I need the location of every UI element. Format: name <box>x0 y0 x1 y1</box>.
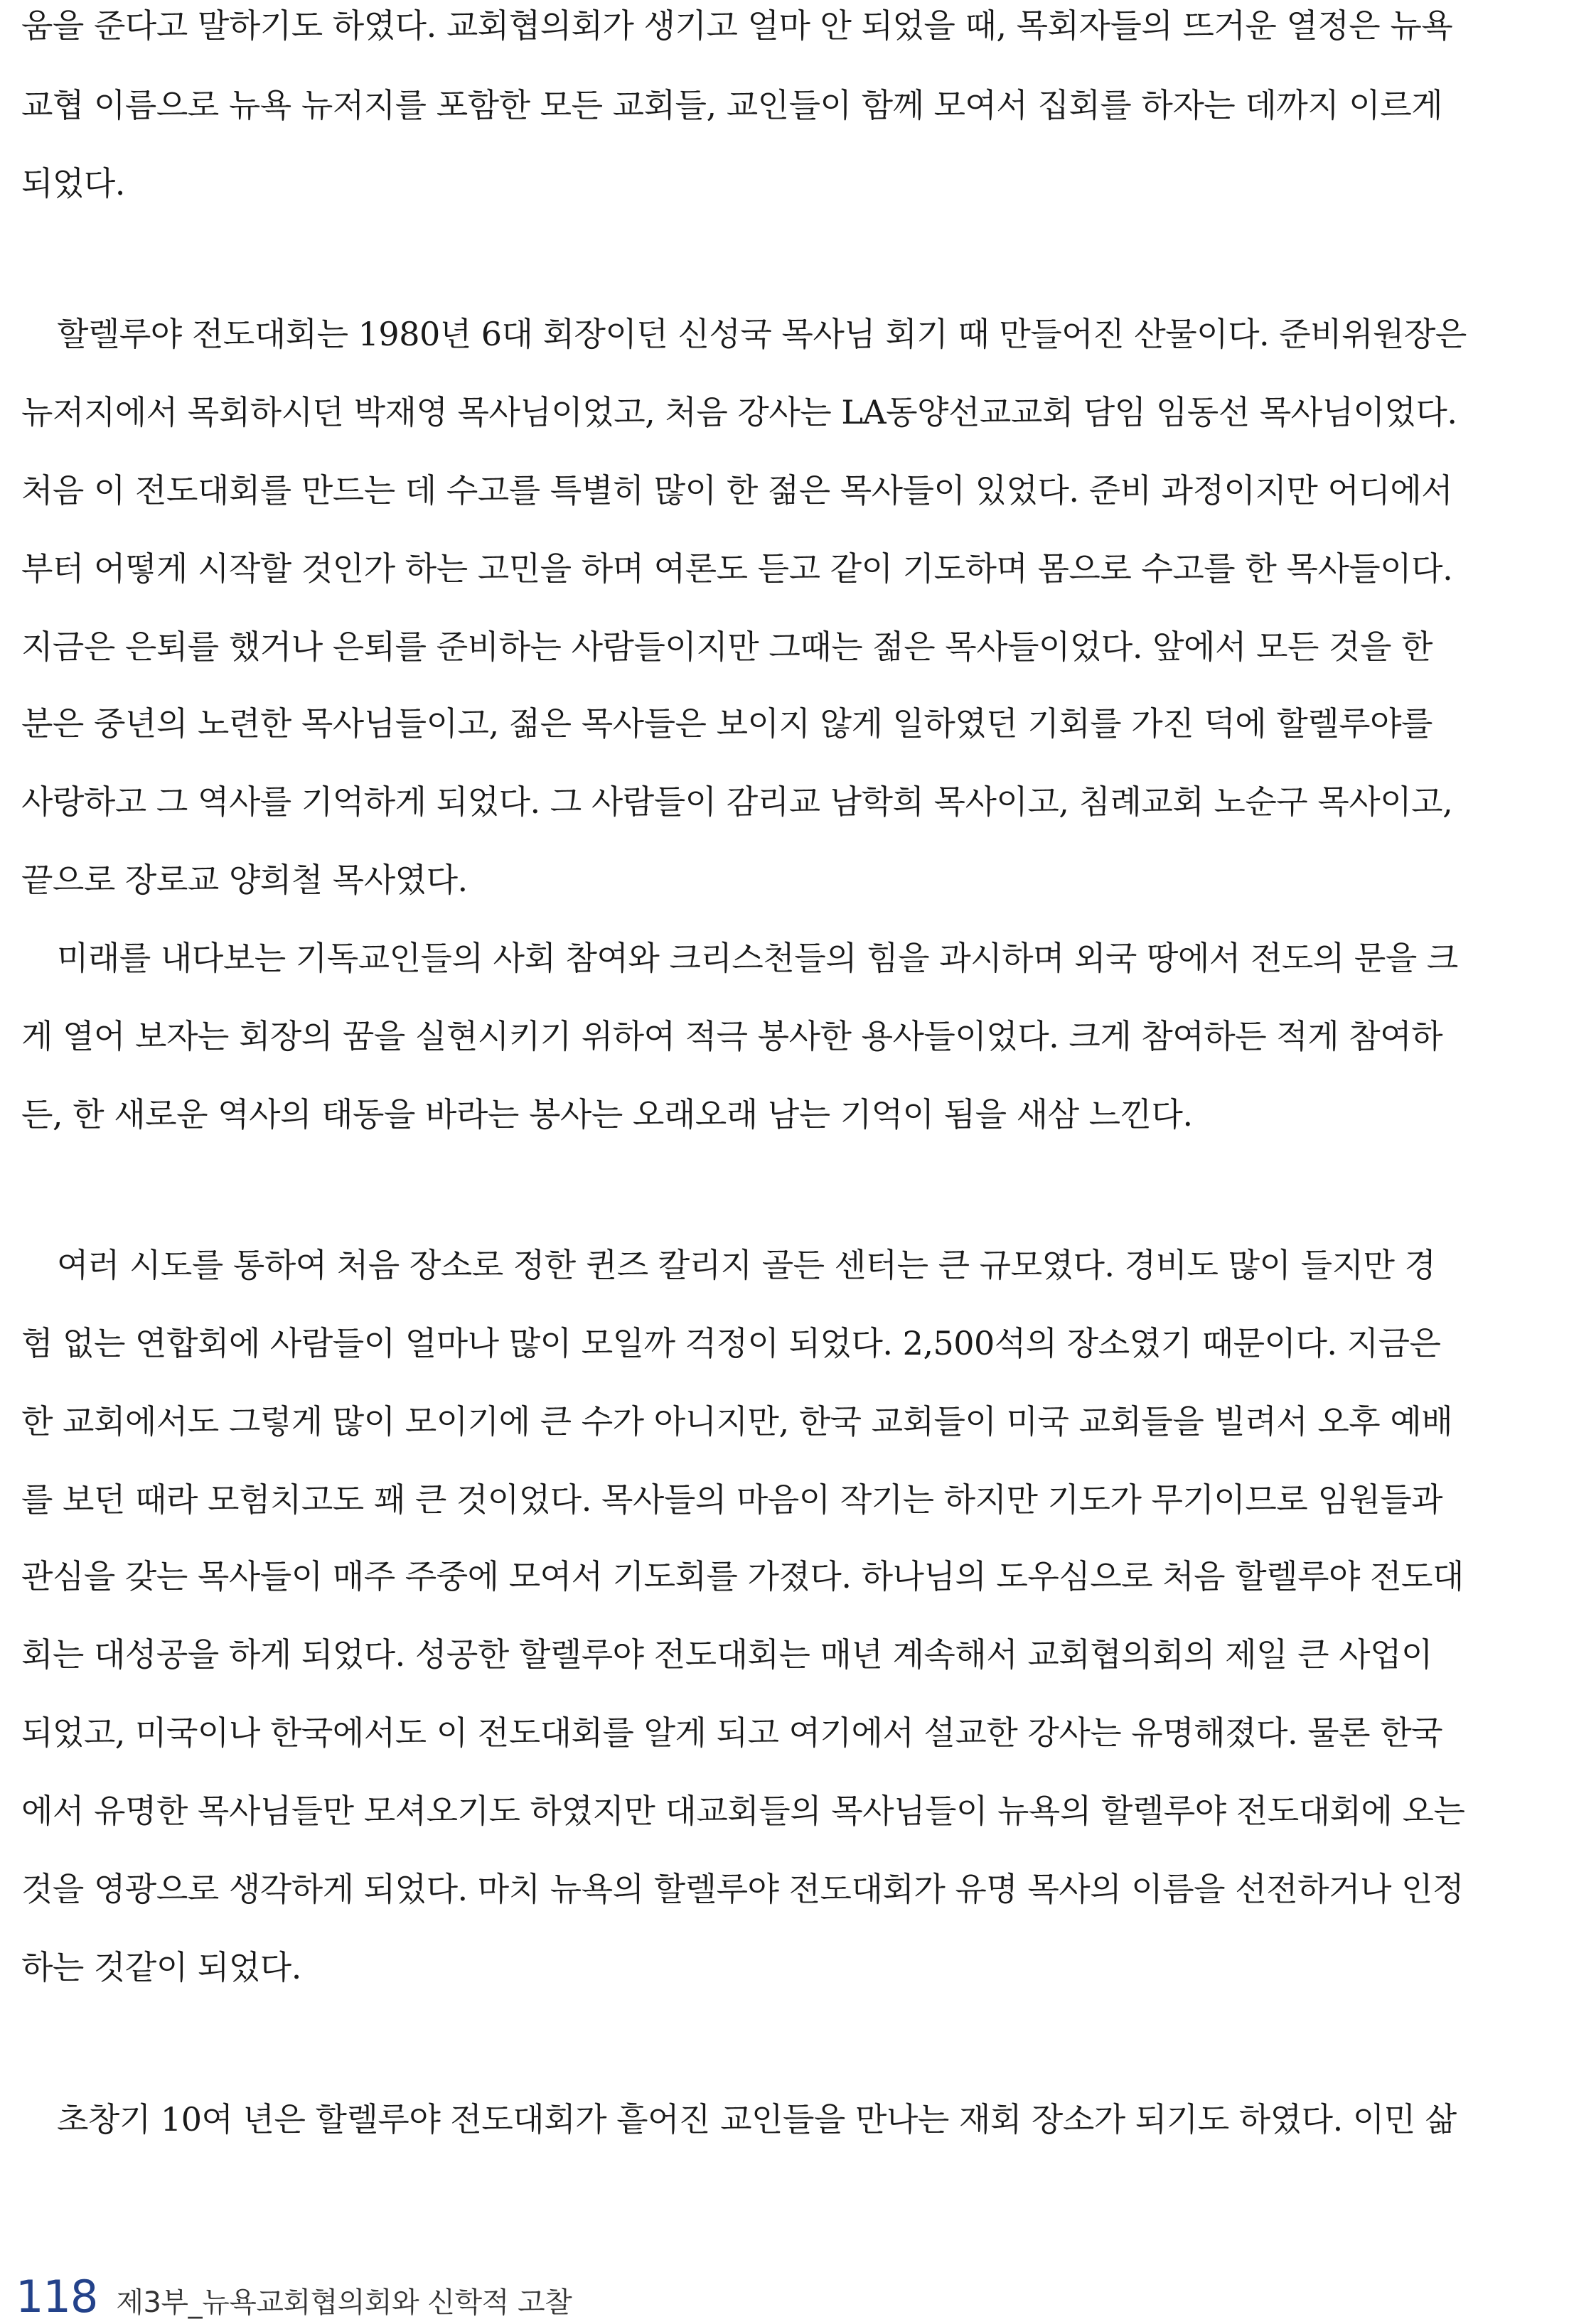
body-line-1: 움을 준다고 말하기도 하였다. 교회협의회가 생기고 얼마 안 되었을 때, 목회자들의 뜨거운 열정은 뉴욕 <box>21 6 1453 45</box>
body-line-2: 교협 이름으로 뉴욕 뉴저지를 포함한 모든 교회들, 교인들이 함께 모여서 집회를 하자는 데까지 이르게 <box>21 86 1443 124</box>
body-line-8: 지금은 은퇴를 했거나 은퇴를 준비하는 사람들이지만 그때는 젊은 목사들이었다. 앞에서 모든 것을 한 <box>21 628 1433 666</box>
body-line-16: 험 없는 연합회에 사람들이 얼마나 많이 모일까 걱정이 되었다. 2,500석의 장소였기 때문이다. 지금은 <box>21 1324 1441 1362</box>
page-number: 118 <box>16 2271 98 2323</box>
body-line-12: 미래를 내다보는 기독교인들의 사회 참여와 크리스천들의 힘을 과시하며 외국 땅에서 전도의 문을 크 <box>57 939 1458 977</box>
body-line-17: 한 교회에서도 그렇게 많이 모이기에 큰 수가 아니지만, 한국 교회들이 미국 교회들을 빌려서 오후 예배 <box>21 1402 1453 1441</box>
body-line-5: 뉴저지에서 목회하시던 박재영 목사님이었고, 처음 강사는 LA동양선교교회 담임 임동선 목사님이었다. <box>21 393 1457 431</box>
body-line-4: 할렐루야 전도대회는 1980년 6대 회장이던 신성국 목사님 회기 때 만들어진 산물이다. 준비위원장은 <box>57 315 1467 353</box>
body-line-9: 분은 중년의 노련한 목사님들이고, 젊은 목사들은 보이지 않게 일하였던 기회를 가진 덕에 할렐루야를 <box>21 704 1433 743</box>
body-line-7: 부터 어떻게 시작할 것인가 하는 고민을 하며 여론도 듣고 같이 기도하며 몸으로 수고를 한 목사들이다. <box>21 549 1453 588</box>
body-line-21: 되었고, 미국이나 한국에서도 이 전도대회를 알게 되고 여기에서 설교한 강사는 유명해졌다. 물론 한국 <box>21 1714 1443 1752</box>
body-line-23: 것을 영광으로 생각하게 되었다. 마치 뉴욕의 할렐루야 전도대회가 유명 목사의 이름을 선전하거나 인정 <box>21 1870 1464 1908</box>
body-line-18: 를 보던 때라 모험치고도 꽤 큰 것이었다. 목사들의 마음이 작기는 하지만 기도가 무기이므로 임원들과 <box>21 1480 1443 1519</box>
body-line-19: 관심을 갖는 목사들이 매주 주중에 모여서 기도회를 가졌다. 하나님의 도우심으로 처음 할렐루야 전도대 <box>21 1557 1464 1596</box>
body-line-6: 처음 이 전도대회를 만드는 데 수고를 특별히 많이 한 젊은 목사들이 있었다. 준비 과정이지만 어디에서 <box>21 471 1453 510</box>
body-line-11: 끝으로 장로교 양희철 목사였다. <box>21 861 468 899</box>
page-footer <box>16 2271 572 2323</box>
body-line-14: 든, 한 새로운 역사의 태동을 바라는 봉사는 오래오래 남는 기억이 됨을 새삼 느낀다. <box>21 1095 1193 1134</box>
body-line-24: 하는 것같이 되었다. <box>21 1948 301 1986</box>
body-line-15: 여러 시도를 통하여 처음 장소로 정한 퀸즈 칼리지 골든 센터는 큰 규모였다. 경비도 많이 들지만 경 <box>57 1246 1436 1284</box>
body-line-3: 되었다. <box>21 164 125 203</box>
body-line-25: 초창기 10여 년은 할렐루야 전도대회가 흩어진 교인들을 만나는 재회 장소가 되기도 하였다. 이민 삶 <box>57 2100 1457 2139</box>
running-title: 제3부_뉴욕교회협의회와 신학적 고찰 <box>116 2286 572 2319</box>
body-line-13: 게 열어 보자는 회장의 꿈을 실현시키기 위하여 적극 봉사한 용사들이었다. 크게 참여하든 적게 참여하 <box>21 1017 1443 1055</box>
body-line-10: 사랑하고 그 역사를 기억하게 되었다. 그 사람들이 감리교 남학희 목사이고, 침례교회 노순구 목사이고, <box>21 782 1453 821</box>
body-line-22: 에서 유명한 목사님들만 모셔오기도 하였지만 대교회들의 목사님들이 뉴욕의 할렐루야 전도대회에 오는 <box>21 1792 1465 1830</box>
body-line-20: 회는 대성공을 하게 되었다. 성공한 할렐루야 전도대회는 매년 계속해서 교회협의회의 제일 큰 사업이 <box>21 1635 1433 1674</box>
